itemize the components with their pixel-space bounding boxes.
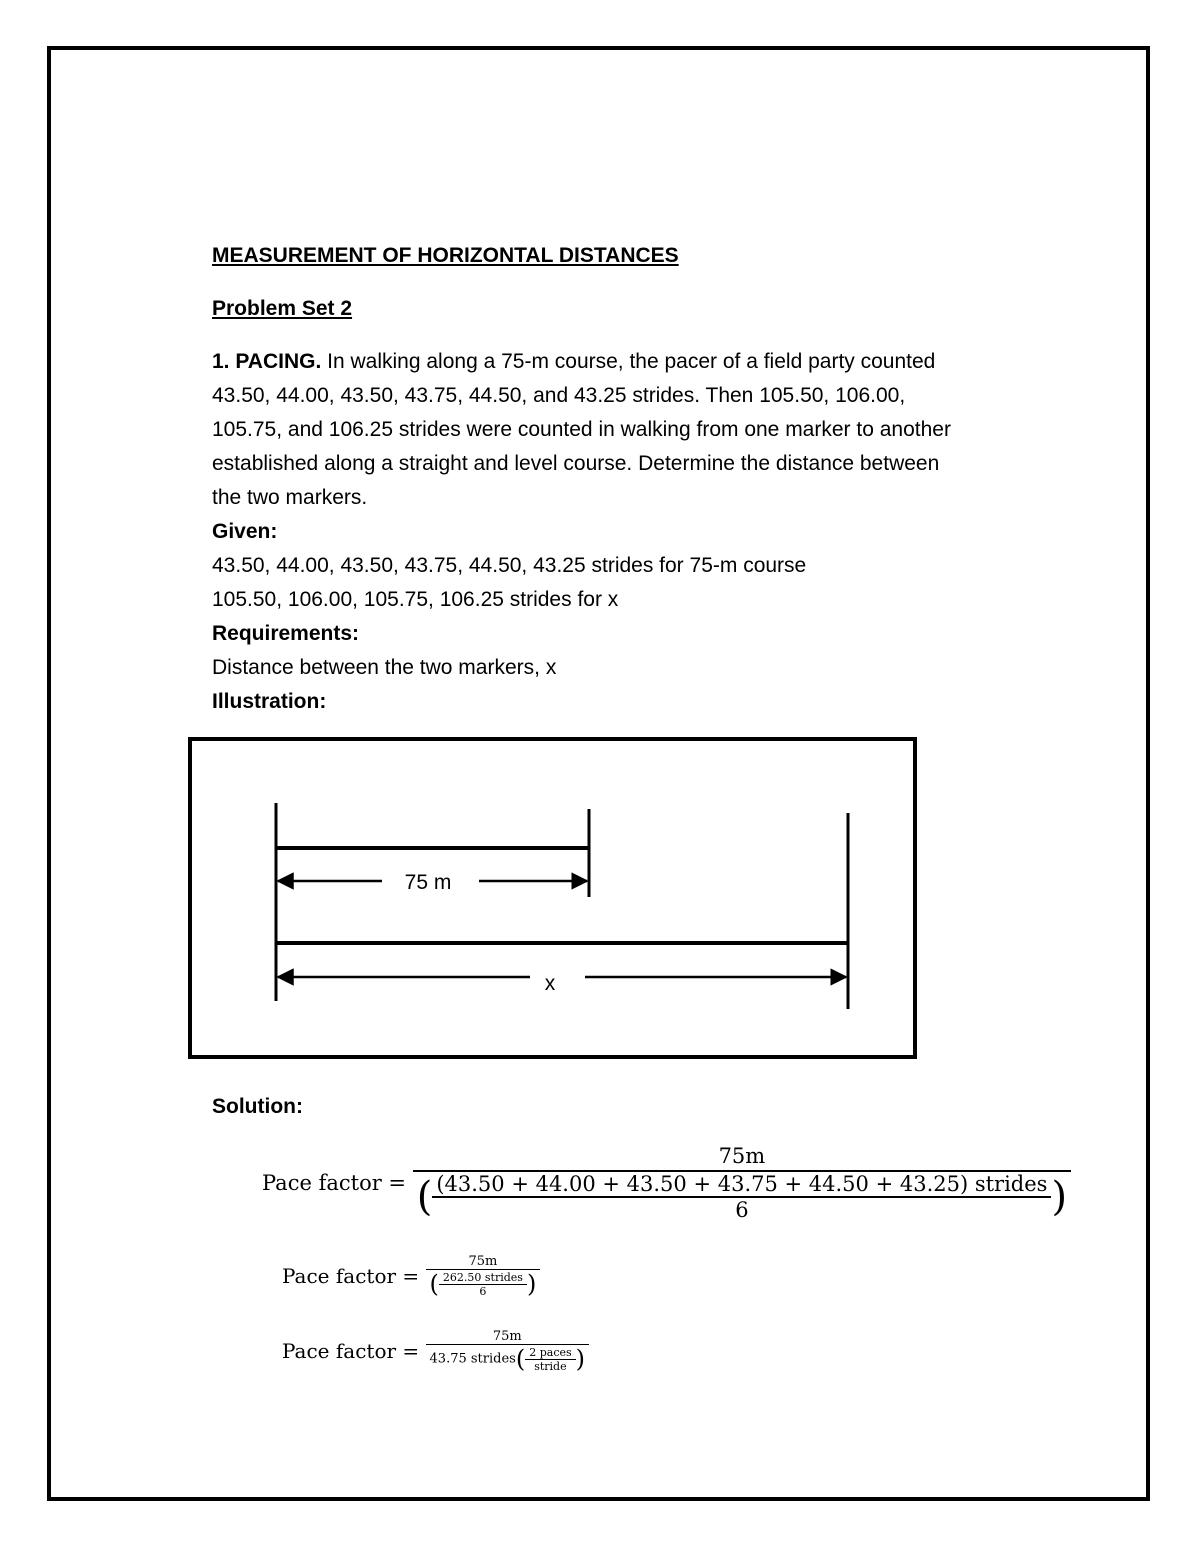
given-line: 43.50, 44.00, 43.50, 43.75, 44.50, 43.25 strides for 75-m course <box>212 554 807 577</box>
fraction-numerator: 75m <box>492 1329 522 1344</box>
fraction-numerator: 75m <box>468 1254 498 1269</box>
inner-numerator: (43.50 + 44.00 + 43.50 + 43.75 + 44.50 + 43.25) strides <box>436 1172 1048 1196</box>
denominator-text: 43.75 strides <box>429 1351 516 1367</box>
problem-statement-line: established along a straight and level course. Determine the distance between <box>212 452 940 475</box>
problem-number: 1. <box>212 350 230 373</box>
solution-label: Solution: <box>212 1095 303 1118</box>
illustration-label: Illustration: <box>212 690 327 713</box>
distance-label: x <box>544 972 556 995</box>
page-title: MEASUREMENT OF HORIZONTAL DISTANCES <box>212 244 679 267</box>
course-length-label: 75 m <box>404 871 452 894</box>
fraction-denominator: ( $\frac{\text{(43.50 + 44.00 + 43.50 + 43.75 + 44.50 + 43.25) strides}}{6}$ ) <box>416 1172 1068 1222</box>
requirements-line: Distance between the two markers, x <box>212 656 557 679</box>
pace-factor-equation-1 <box>262 1144 1071 1222</box>
inner-denominator: stride <box>534 1359 567 1373</box>
equation-lhs: Pace factor = <box>282 1339 420 1363</box>
problem-text: In walking along a 75-m course, the pacer of a field party counted <box>321 350 936 373</box>
distance-diagram <box>192 741 913 1055</box>
given-line: 105.50, 106.00, 105.75, 106.25 strides for x <box>212 588 619 611</box>
requirements-label: Requirements: <box>212 622 360 645</box>
problem-statement-line-1 <box>212 345 935 379</box>
inner-fraction <box>525 1346 575 1373</box>
pace-factor-equation-3 <box>282 1329 589 1373</box>
problem-statement-line: 105.75, and 106.25 strides were counted in walking from one marker to another <box>212 418 951 441</box>
equation-lhs: Pace factor = <box>282 1264 420 1288</box>
inner-fraction <box>432 1172 1051 1222</box>
inner-denominator: 6 <box>735 1198 749 1222</box>
given-label: Given: <box>212 520 278 543</box>
problem-name: PACING. <box>235 350 322 373</box>
problem-statement-line: the two markers. <box>212 486 368 509</box>
illustration-box <box>188 737 917 1059</box>
inner-numerator: 2 paces <box>529 1345 572 1359</box>
inner-fraction <box>439 1271 527 1298</box>
main-fraction <box>426 1329 589 1373</box>
main-fraction <box>413 1144 1071 1222</box>
fraction-denominator: 43.75 strides( $\frac{\text{2 paces}}{\text{stride}}$ ) <box>429 1345 586 1373</box>
pace-factor-equation-2 <box>282 1254 540 1298</box>
inner-denominator: 6 <box>479 1284 487 1298</box>
fraction-denominator: ( $\frac{\text{262.50 strides}}{6}$ ) <box>429 1270 537 1298</box>
main-fraction <box>426 1254 541 1298</box>
inner-numerator: 262.50 strides <box>442 1270 523 1284</box>
problem-set-heading: Problem Set 2 <box>212 297 353 320</box>
fraction-numerator: 75m <box>718 1144 766 1168</box>
equation-lhs: Pace factor = <box>262 1171 407 1195</box>
problem-statement-line: 43.50, 44.00, 43.50, 43.75, 44.50, and 43.25 strides. Then 105.50, 106.00, <box>212 384 906 407</box>
